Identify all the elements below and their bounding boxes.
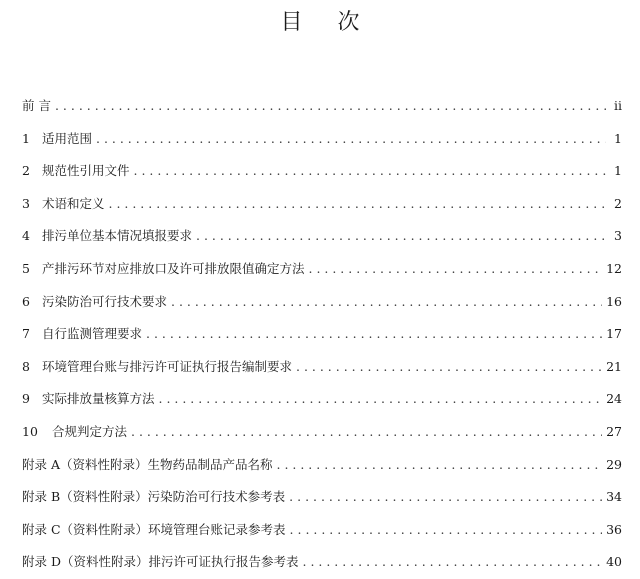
toc-entry-page: 24 [606,391,622,407]
toc-entry-page: 40 [606,554,622,570]
toc-entry-3[interactable] [22,188,622,221]
toc-entry-page: 27 [606,423,622,439]
toc-entry-4[interactable] [22,220,622,253]
toc-entry-10[interactable] [22,416,622,449]
toc-entry-appendix-c[interactable] [22,514,622,547]
toc-leader-dots [171,286,602,319]
toc-entry-1[interactable] [22,123,622,156]
toc-leader-dots [289,481,602,514]
toc-entry-page: 3 [614,228,622,244]
toc-entry-number: 4 [22,228,30,244]
toc-entry-title: 附录 B（资料性附录）污染防治可行技术参考表 [22,489,286,505]
toc-leader-dots [146,318,602,351]
toc-entry-title: 附录 D（资料性附录）排污许可证执行报告参考表 [22,554,299,570]
toc-leader-dots [196,220,606,253]
toc-leader-dots [296,351,602,384]
toc-entry-title: 前 言 [22,98,51,113]
toc-entry-title: 污染防治可行技术要求 [42,293,168,309]
toc-entry-title: 排污单位基本情况填报要求 [42,228,193,244]
toc-entry-8[interactable] [22,351,622,384]
toc-entry-2[interactable] [22,155,622,188]
toc-entry-page: 36 [606,521,622,537]
toc-leader-dots [290,514,603,547]
toc-leader-dots [159,383,603,416]
toc-entry-9[interactable] [22,383,622,416]
toc-leader-dots [96,123,606,156]
toc-leader-dots [131,416,602,449]
toc-leader-dots [277,449,603,482]
toc-entry-title: 适用范围 [42,130,93,146]
toc-entry-number: 3 [22,195,30,211]
toc-entry-page: 21 [606,358,622,374]
toc-entry-foreword[interactable] [22,90,622,123]
toc-entry-number: 9 [22,391,30,407]
toc-list [22,90,622,579]
toc-entry-title: 规范性引用文件 [42,163,130,179]
toc-entry-title: 术语和定义 [42,195,105,211]
toc-entry-title: 产排污环节对应排放口及许可排放限值确定方法 [42,260,305,276]
toc-entry-title: 附录 C（资料性附录）环境管理台账记录参考表 [22,521,286,537]
toc-entry-title: 附录 A（资料性附录）生物药品制品产品名称 [22,456,273,472]
toc-entry-number: 7 [22,326,30,342]
toc-entry-number: 10 [22,423,38,439]
toc-entry-5[interactable] [22,253,622,286]
toc-entry-page: ii [614,98,622,113]
toc-entry-number: 1 [22,130,30,146]
toc-entry-page: 29 [606,456,622,472]
toc-entry-page: 2 [614,195,622,211]
toc-leader-dots [109,188,606,221]
toc-entry-7[interactable] [22,318,622,351]
toc-leader-dots [55,90,606,123]
toc-entry-title: 自行监测管理要求 [42,326,143,342]
toc-entry-number: 5 [22,260,30,276]
toc-entry-page: 1 [614,163,622,179]
toc-entry-title: 环境管理台账与排污许可证执行报告编制要求 [42,358,293,374]
toc-entry-appendix-d[interactable] [22,546,622,579]
toc-entry-page: 16 [606,293,622,309]
toc-entry-number: 2 [22,163,30,179]
toc-entry-page: 34 [606,489,622,505]
toc-entry-page: 1 [614,130,622,146]
toc-entry-page: 17 [606,326,622,342]
toc-entry-number: 6 [22,293,30,309]
toc-entry-appendix-a[interactable] [22,449,622,482]
toc-entry-number: 8 [22,358,30,374]
toc-entry-6[interactable] [22,286,622,319]
page-title: 目 次 [280,10,374,35]
toc-leader-dots [303,546,603,579]
toc-entry-page: 12 [606,260,622,276]
toc-entry-title: 合规判定方法 [52,423,128,439]
toc-entry-title: 实际排放量核算方法 [42,391,155,407]
toc-entry-appendix-b[interactable] [22,481,622,514]
toc-leader-dots [134,155,606,188]
toc-leader-dots [309,253,603,286]
